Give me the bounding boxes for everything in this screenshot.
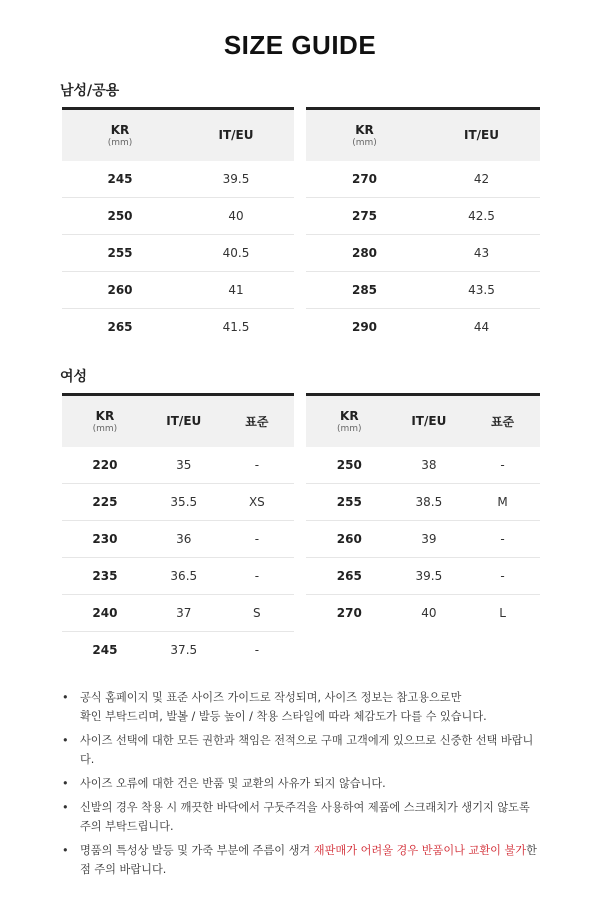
note-item: • 사이즈 오류에 대한 건은 반품 및 교환의 사유가 되지 않습니다.	[62, 777, 386, 790]
iteu-header: IT/EU	[423, 109, 540, 161]
iteu-cell: 39.5	[393, 558, 466, 595]
std-cell: -	[465, 558, 540, 595]
kr-cell: 285	[306, 272, 423, 309]
std-cell: S	[220, 595, 294, 632]
men-size-table-left	[62, 107, 294, 346]
table-row	[306, 521, 540, 558]
kr-cell: 260	[62, 272, 178, 309]
kr-header: KR (mm)	[62, 395, 148, 447]
note-text: 신발의 경우 착용 시 깨끗한 바닥에서 구둣주걱을 사용하여 제품에 스크래치가 생기지 않도록 주의 부탁드립니다.	[80, 801, 530, 833]
men-size-table-right	[306, 107, 540, 346]
page-title: SIZE GUIDE	[223, 30, 377, 60]
iteu-cell: 39.5	[178, 161, 294, 198]
kr-header: KR (mm)	[306, 395, 393, 447]
iteu-cell: 38	[393, 447, 466, 484]
iteu-cell: 42	[423, 161, 540, 198]
kr-cell: 270	[336, 606, 362, 621]
table-row	[62, 309, 294, 346]
std-header: 표준	[220, 395, 294, 447]
kr-header: KR (mm)	[62, 109, 178, 161]
kr-cell: 250	[62, 198, 178, 235]
kr-cell: 225	[62, 484, 148, 521]
table-row	[62, 521, 294, 558]
iteu-cell: 35	[148, 447, 220, 484]
kr-cell: 270	[306, 161, 423, 198]
table-row	[306, 272, 540, 309]
iteu-cell: 36.5	[148, 558, 220, 595]
std-cell: -	[220, 521, 294, 558]
table-row	[62, 447, 294, 484]
note-item: • 신발의 경우 착용 시 깨끗한 바닥에서 구둣주걱을 사용하여 제품에 스크래치가 생기지 않도록 주의 부탁드립니다.	[62, 801, 530, 833]
table-row	[62, 484, 294, 521]
iteu-cell: 40	[421, 606, 437, 621]
table-row	[306, 484, 540, 521]
iteu-cell: 39	[393, 521, 466, 558]
table-row	[306, 595, 540, 632]
iteu-cell: 40.5	[178, 235, 294, 272]
kr-cell: 255	[306, 484, 393, 521]
table-row	[306, 309, 540, 346]
std-cell: XS	[220, 484, 294, 521]
note-text: 확인 부탁드리며, 발볼 / 발등 높이 / 착용 스타일에 따라 체감도가 다를 수 있습니다.	[80, 710, 487, 723]
women-section-label: 여성	[60, 369, 88, 385]
std-cell: L	[499, 606, 506, 621]
kr-cell: 230	[62, 521, 148, 558]
std-cell: -	[465, 447, 540, 484]
men-section-label: 남성/공용	[60, 83, 120, 99]
kr-cell: 245	[92, 643, 118, 658]
iteu-cell: 37.5	[170, 643, 198, 658]
iteu-cell: 35.5	[148, 484, 220, 521]
kr-cell: 265	[306, 558, 393, 595]
kr-cell: 220	[62, 447, 148, 484]
note-text: 공식 홈페이지 및 표준 사이즈 가이드로 작성되며, 사이즈 정보는 참고용으로만	[80, 691, 462, 704]
iteu-cell: 44	[473, 320, 490, 335]
kr-cell: 275	[306, 198, 423, 235]
women-size-table-right	[306, 393, 540, 632]
note-text: 사이즈 오류에 대한 건은 반품 및 교환의 사유가 되지 않습니다.	[80, 777, 386, 790]
kr-cell: 240	[62, 595, 148, 632]
note-item: • 명품의 특성상 발등 및 가죽 부분에 주름이 생겨 재판매가 어려울 경우 반품이나 교환이 불가한 점 주의 바랍니다.	[62, 844, 537, 876]
table-row	[62, 595, 294, 632]
table-row	[62, 272, 294, 309]
notes-list	[62, 688, 542, 884]
iteu-cell: 36	[148, 521, 220, 558]
iteu-cell: 37	[148, 595, 220, 632]
kr-cell: 260	[306, 521, 393, 558]
note-text: 명품의 특성상 발등 및 가죽 부분에 주름이 생겨	[80, 844, 314, 857]
kr-cell: 255	[62, 235, 178, 272]
table-row	[306, 161, 540, 198]
kr-cell: 265	[107, 320, 133, 335]
std-cell: -	[254, 643, 260, 658]
women-size-table-left	[62, 393, 294, 669]
table-row	[62, 632, 294, 669]
iteu-cell: 43	[423, 235, 540, 272]
note-text: 한 점 주의 바랍니다.	[80, 844, 537, 876]
std-cell: -	[465, 521, 540, 558]
table-row	[62, 235, 294, 272]
table-row	[306, 447, 540, 484]
note-item: • 공식 홈페이지 및 표준 사이즈 가이드로 작성되며, 사이즈 정보는 참고용으로만 확인 부탁드리며, 발볼 / 발등 높이 / 착용 스타일에 따라 체감도가 다를 수 있습니다.	[62, 691, 487, 723]
note-item: • 사이즈 선택에 대한 모든 권한과 책임은 전적으로 구매 고객에게 있으므로 신중한 선택 바랍니다.	[62, 734, 534, 766]
table-row	[62, 558, 294, 595]
table-row	[306, 558, 540, 595]
table-row	[306, 198, 540, 235]
std-cell: M	[465, 484, 540, 521]
iteu-cell: 38.5	[393, 484, 466, 521]
kr-cell: 280	[306, 235, 423, 272]
iteu-cell: 43.5	[423, 272, 540, 309]
iteu-header: IT/EU	[178, 109, 294, 161]
iteu-cell: 41.5	[222, 320, 250, 335]
kr-header: KR (mm)	[306, 109, 423, 161]
iteu-cell: 42.5	[423, 198, 540, 235]
std-cell: -	[220, 447, 294, 484]
kr-cell: 245	[62, 161, 178, 198]
note-text: 사이즈 선택에 대한 모든 권한과 책임은 전적으로 구매 고객에게 있으므로 신중한 선택 바랍니다.	[80, 734, 534, 766]
table-row	[62, 161, 294, 198]
std-header: 표준	[465, 395, 540, 447]
table-row	[62, 198, 294, 235]
note-text-highlight: 재판매가 어려울 경우 반품이나 교환이 불가	[313, 844, 527, 857]
std-cell: -	[220, 558, 294, 595]
iteu-header: IT/EU	[148, 395, 220, 447]
kr-cell: 250	[306, 447, 393, 484]
iteu-header: IT/EU	[393, 395, 466, 447]
iteu-cell: 40	[178, 198, 294, 235]
kr-cell: 235	[62, 558, 148, 595]
kr-cell: 290	[351, 320, 378, 335]
iteu-cell: 41	[178, 272, 294, 309]
table-row	[306, 235, 540, 272]
